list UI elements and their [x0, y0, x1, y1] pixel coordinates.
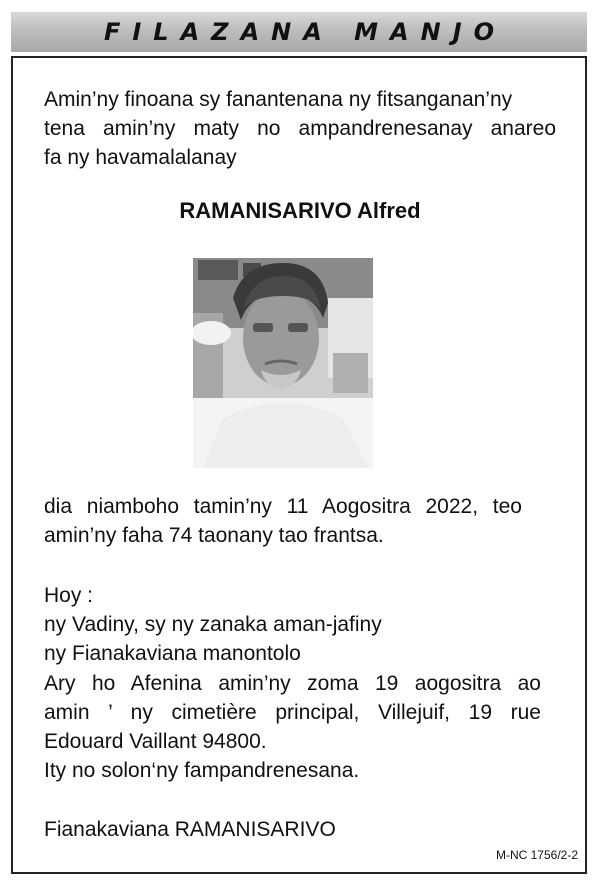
signature: Fianakaviana RAMANISARIVO — [44, 818, 336, 841]
death-line-2: amin’ny faha 74 taonany tao frantsa. — [44, 524, 384, 547]
reference-code: M-NC 1756/2-2 — [495, 848, 578, 862]
notice-line-6: Edouard Vaillant 94800. — [44, 730, 267, 753]
notice-line-4: Ary ho Afenina amin’ny zoma 19 aogositra ao — [44, 672, 541, 695]
notice-line-5: amin ’ ny cimetière principal, Villejuif, 19 rue — [44, 701, 541, 724]
deceased-portrait — [193, 258, 373, 468]
notice-line-3: ny Fianakaviana manontolo — [44, 642, 301, 665]
intro-line-2: tena amin’ny maty no ampandrenesanay anareo — [44, 117, 556, 140]
notice-header-bar — [11, 12, 587, 52]
notice-line-7: Ity no solon‘ny fampandrenesana. — [44, 759, 360, 782]
intro-line-1: Amin’ny finoana sy fanantenana ny fitsanganan’ny — [44, 88, 513, 111]
death-line-1: dia niamboho tamin’ny 11 Aogositra 2022, teo — [44, 495, 522, 518]
intro-line-3: fa ny havamalalanay — [44, 146, 237, 169]
notice-line-2: ny Vadiny, sy ny zanaka aman-jafiny — [44, 613, 382, 636]
notice-line-1: Hoy : — [44, 584, 94, 607]
deceased-name: RAMANISARIVO Alfred — [179, 198, 421, 223]
notice-title: FILAZANA MANJO — [103, 18, 507, 46]
